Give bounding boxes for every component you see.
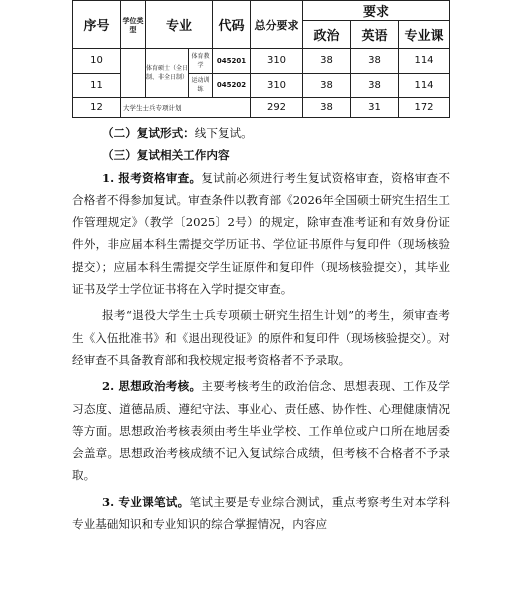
cell-code: 045202 (213, 73, 251, 98)
cell-politics: 38 (303, 73, 351, 98)
header-politics: 政治 (303, 21, 351, 49)
section-2-text: 线下复试。 (194, 126, 253, 140)
table-row (73, 49, 450, 74)
cell-professional: 114 (399, 73, 450, 98)
score-requirements-table (72, 0, 450, 118)
cell-seq: 12 (73, 98, 121, 118)
header-code: 代码 (213, 1, 251, 49)
header-professional: 专业课 (399, 21, 450, 49)
cell-total: 292 (251, 98, 303, 118)
cell-english: 31 (351, 98, 399, 118)
section-3-heading: （三）复试相关工作内容 (102, 148, 230, 163)
cell-english: 38 (351, 73, 399, 98)
cell-professional: 114 (399, 49, 450, 74)
paragraph-veteran (72, 304, 450, 371)
paragraph-body: 笔试主要是专业综合测试，重点考察考生对本学科专业基础知识和专业知识的综合掌握情况，内容应 (72, 494, 450, 532)
cell-total: 310 (251, 73, 303, 98)
paragraph-written-exam (72, 491, 450, 536)
cell-politics: 38 (303, 98, 351, 118)
paragraph-body: 报考“退役大学生士兵专项硕士研究生招生计划”的考生，须审查考生《入伍批准书》和《退出现役证》的原件和复印件（现场核验提交）。对经审查不具备教育部和我校规定报考资格者不予录取。 (72, 308, 450, 367)
paragraph-heading: 1. 报考资格审查。 (102, 170, 202, 185)
header-degree-type: 学位类型 (121, 1, 146, 49)
major-label: 运动训练 (191, 77, 210, 94)
cell-total: 310 (251, 49, 303, 74)
table-row (73, 98, 450, 118)
paragraph-political (72, 375, 450, 486)
body-text (72, 122, 450, 535)
cell-code: 045201 (213, 49, 251, 74)
section-2-heading (72, 122, 450, 144)
section-2-title: （二）复试形式： (102, 126, 195, 140)
cell-plan-note: 大学生士兵专项计划 (121, 98, 251, 118)
cell-seq: 10 (73, 49, 121, 74)
cell-seq: 11 (73, 73, 121, 98)
cell-politics: 38 (303, 49, 351, 74)
paragraph-heading: 2. 思想政治考核。 (102, 379, 202, 394)
cell-professional: 172 (399, 98, 450, 118)
cell-english: 38 (351, 49, 399, 74)
header-major: 专业 (146, 1, 213, 49)
header-seq: 序号 (73, 1, 121, 49)
header-total: 总分要求 (251, 1, 303, 49)
header-english: 英语 (351, 21, 399, 49)
degree-type-label: 体育硕士（全日制、非全日制） (146, 49, 189, 97)
major-label: 体育教学 (189, 49, 212, 74)
paragraph-body: 主要考核考生的政治信念、思想表现、工作及学习态度、道德品质、遵纪守法、事业心、责任感、协作性、心理健康情况等方面。思想政治考核表须由考生毕业学校、工作单位或户口所在地居委会盖章。思想政治考核成绩不记入复试综合成绩，但考核不合格者不予录取。 (72, 379, 450, 483)
header-requirements: 要求 (303, 1, 450, 21)
paragraph-heading: 3. 专业课笔试。 (102, 494, 190, 509)
paragraph-qualification (72, 167, 450, 301)
paragraph-body: 复试前必须进行考生复试资格审查，资格审查不合格者不得参加复试。审查条件以教育部《2026年全国硕士研究生招生工作管理规定》（教学〔2025〕2号）的规定，除审查准考证和有效身份证件外，非应届本科生需提交学历证书、学位证书原件与复印件（现场核验提交）；应届本科生需提交学生证原件和复印件（现场核验提交），其毕业证书及学士学位证书将在入学时提交审查。 (72, 170, 450, 297)
